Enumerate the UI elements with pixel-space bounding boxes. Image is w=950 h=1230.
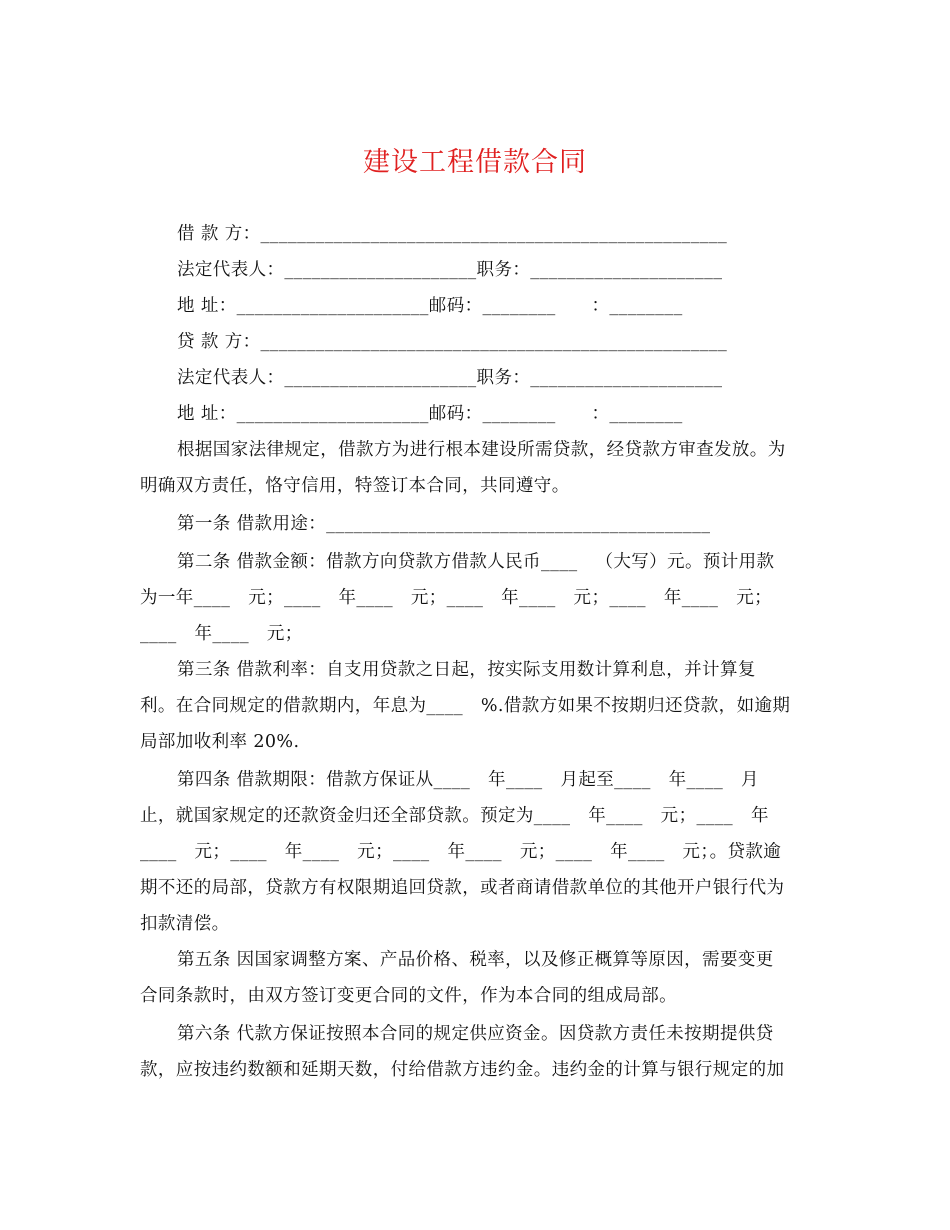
preamble-line: 根据国家法律规定，借款方为进行根本建设所需贷款，经贷款方审查发放。为	[177, 440, 786, 460]
borrower-representative-line: 法定代表人：_____________________职务：_____________________	[177, 260, 723, 280]
article-6-line: 第六条 代款方保证按照本合同的规定供应资金。因贷款方责任未按期提供贷	[177, 1024, 774, 1044]
lender-representative-line: 法定代表人：_____________________职务：_____________________	[177, 368, 723, 388]
preamble-line: 明确双方责任，恪守信用，特签订本合同，共同遵守。	[140, 476, 570, 496]
lender-name-line: 贷 款 方：___________________________________________________	[177, 332, 728, 352]
article-3-line: 利。在合同规定的借款期内，年息为____ %.借款方如果不按期归还贷款，如逾期	[140, 696, 791, 716]
article-4-line: ____ 元；____ 年____ 元；____ 年____ 元；____ 年____ 元；。贷款逾	[140, 842, 782, 862]
article-3-line: 第三条 借款利率：自支用贷款之日起，按实际支用数计算利息，并计算复	[177, 660, 756, 680]
article-1-line: 第一条 借款用途：__________________________________________	[177, 514, 711, 534]
article-2-line: 第二条 借款金额：借款方向贷款方借款人民币____ （大写）元。预计用款	[177, 552, 775, 572]
lender-address-line: 地 址：_____________________邮码：________ ：________	[177, 404, 683, 424]
article-6-line: 款，应按违约数额和延期天数，付给借款方违约金。违约金的计算与银行规定的加	[140, 1060, 785, 1080]
article-4-line: 第四条 借款期限：借款方保证从____ 年____ 月起至____ 年____ 月	[177, 770, 759, 790]
article-4-line: 期不还的局部，贷款方有权限期追回贷款，或者商请借款单位的其他开户银行代为	[140, 878, 785, 898]
document-title: 建设工程借款合同	[363, 147, 587, 178]
article-4-line: 止，就国家规定的还款资金归还全部贷款。预定为____ 年____ 元；____ 年	[140, 806, 769, 826]
article-2-line: 为一年____ 元；____ 年____ 元；____ 年____ 元；____ 年____ 元；	[140, 588, 773, 608]
article-2-line: ____ 年____ 元；	[140, 624, 303, 644]
article-5-line: 第五条 因国家调整方案、产品价格、税率，以及修正概算等原因，需要变更	[177, 950, 774, 970]
borrower-name-line: 借 款 方：___________________________________________________	[177, 224, 728, 244]
article-5-line: 合同条款时，由双方签订变更合同的文件，作为本合同的组成局部。	[140, 986, 677, 1006]
borrower-address-line: 地 址：_____________________邮码：________ ：________	[177, 296, 683, 316]
article-3-line: 局部加收利率 20%.	[140, 732, 300, 752]
article-4-line: 扣款清偿。	[140, 914, 230, 934]
